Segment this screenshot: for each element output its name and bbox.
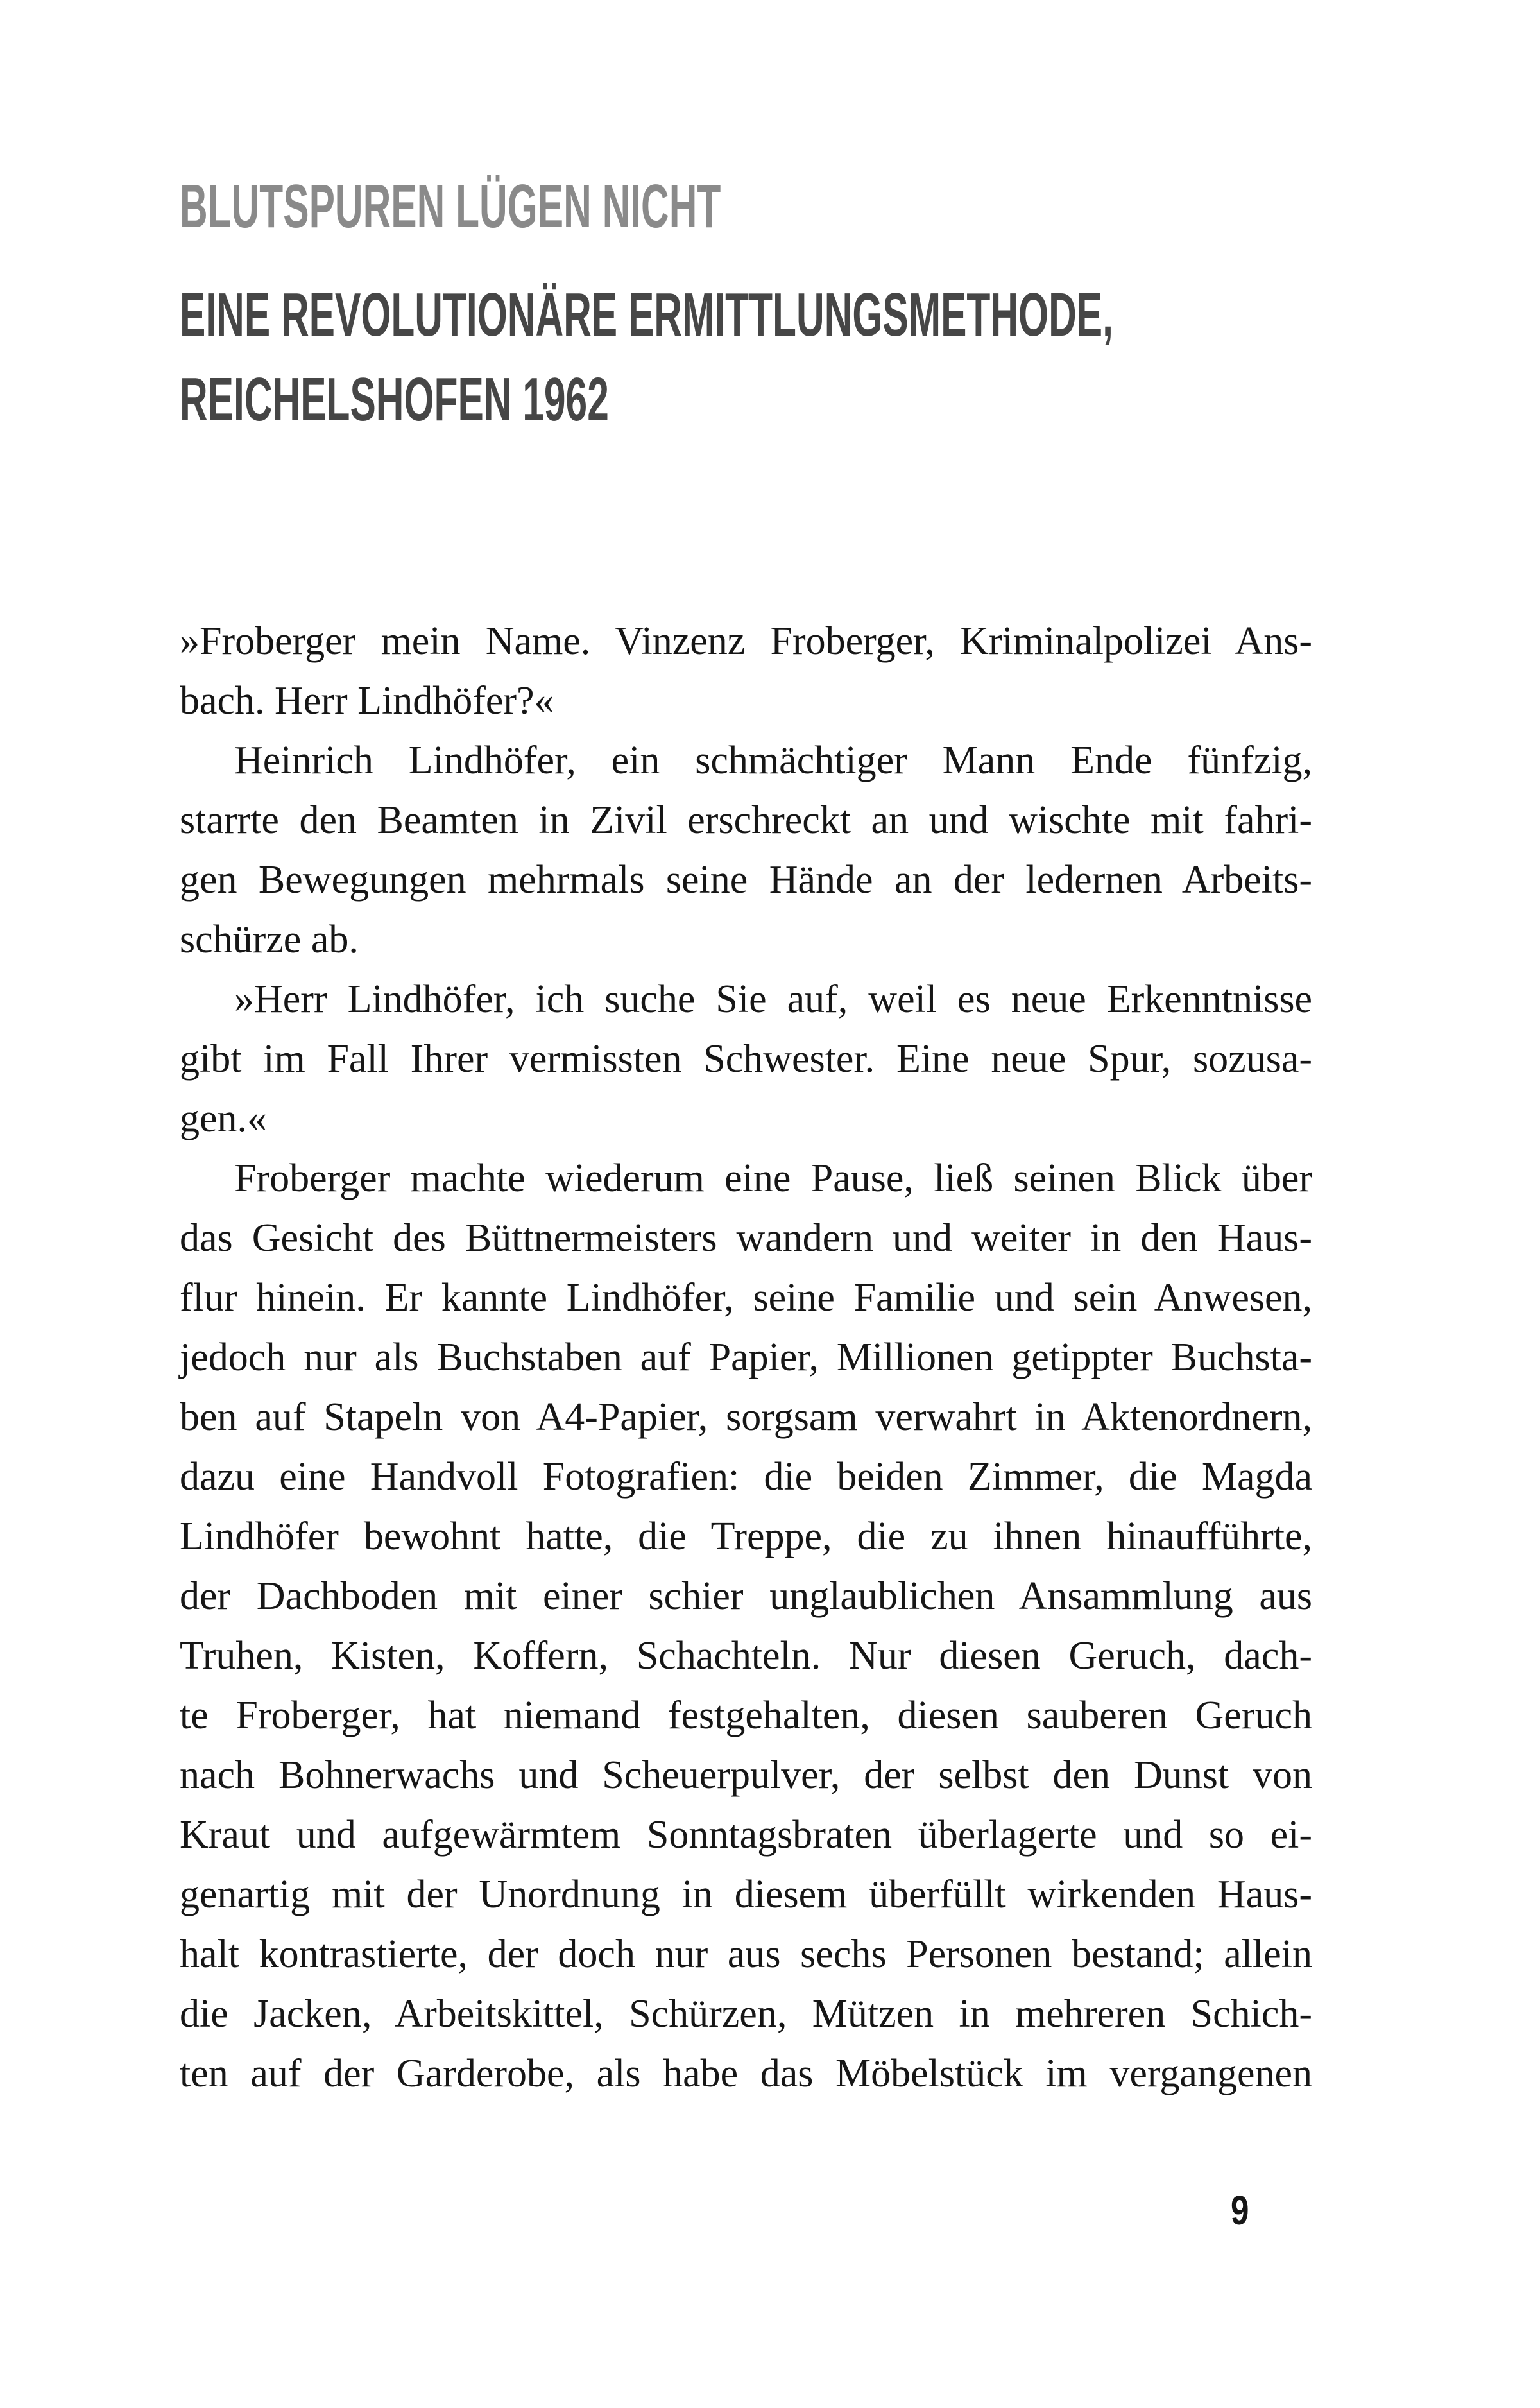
- body-line: dazu eine Handvoll Fotografien: die beiden Zimmer, die Magda: [180, 1455, 1312, 1499]
- body-line: der Dachboden mit einer schier unglaublichen Ansammlung aus: [180, 1574, 1312, 1618]
- body-line: nach Bohnerwachs und Scheuerpulver, der selbst den Dunst von: [180, 1753, 1312, 1797]
- body-line: ten auf der Garderobe, als habe das Möbelstück im vergangenen: [180, 2052, 1312, 2095]
- body-line: genartig mit der Unordnung in diesem überfüllt wirkenden Haus-: [180, 1873, 1312, 1916]
- body-line: te Froberger, hat niemand festgehalten, diesen sauberen Geruch: [180, 1694, 1312, 1737]
- body-text: [180, 612, 1312, 2104]
- chapter-subtitle-line-1: [180, 273, 1540, 357]
- body-line: Lindhöfer bewohnt hatte, die Treppe, die zu ihnen hinaufführte,: [180, 1515, 1312, 1558]
- body-line: Froberger machte wiederum eine Pause, ließ seinen Blick über: [234, 1157, 1312, 1200]
- chapter-title: [180, 172, 1039, 241]
- chapter-title-text: BLUTSPUREN LÜGEN NICHT: [180, 172, 721, 241]
- body-line: starrte den Beamten in Zivil erschreckt an und wischte mit fahri-: [180, 798, 1312, 842]
- chapter-subtitle-line-2: [180, 357, 1540, 442]
- body-line: ben auf Stapeln von A4-Papier, sorgsam verwahrt in Aktenordnern,: [180, 1395, 1312, 1439]
- body-line: gen Bewegungen mehrmals seine Hände an der ledernen Arbeits-: [180, 858, 1312, 902]
- body-line: bach. Herr Lindhöfer?«: [180, 679, 554, 723]
- body-line: Heinrich Lindhöfer, ein schmächtiger Mann Ende fünfzig,: [234, 739, 1312, 782]
- body-line: flur hinein. Er kannte Lindhöfer, seine Familie und sein Anwesen,: [180, 1276, 1312, 1320]
- body-line: das Gesicht des Büttnermeisters wandern und weiter in den Haus-: [180, 1216, 1312, 1260]
- chapter-subtitle: [180, 273, 1540, 442]
- body-line: halt kontrastierte, der doch nur aus sechs Personen bestand; allein: [180, 1932, 1312, 1976]
- chapter-subtitle-line-2-text: REICHELSHOFEN 1962: [180, 365, 609, 434]
- body-line: gibt im Fall Ihrer vermissten Schwester. Eine neue Spur, sozusa-: [180, 1037, 1312, 1081]
- body-line: Kraut und aufgewärmtem Sonntagsbraten überlagerte und so ei-: [180, 1813, 1312, 1857]
- body-line: schürze ab.: [180, 918, 359, 961]
- body-line: »Froberger mein Name. Vinzenz Froberger, Kriminalpolizei Ans-: [180, 619, 1312, 663]
- body-line: gen.«: [180, 1097, 268, 1140]
- body-line: die Jacken, Arbeitskittel, Schürzen, Mützen in mehreren Schich-: [180, 1992, 1312, 2036]
- page-number: 9: [1231, 2187, 1249, 2233]
- body-line: »Herr Lindhöfer, ich suche Sie auf, weil es neue Erkenntnisse: [234, 977, 1312, 1021]
- body-line: Truhen, Kisten, Koffern, Schachteln. Nur diesen Geruch, dach-: [180, 1634, 1312, 1678]
- body-line: jedoch nur als Buchstaben auf Papier, Millionen getippter Buchsta-: [180, 1336, 1312, 1379]
- chapter-subtitle-line-1-text: EINE REVOLUTIONÄRE ERMITTLUNGSMETHODE,: [180, 280, 1113, 349]
